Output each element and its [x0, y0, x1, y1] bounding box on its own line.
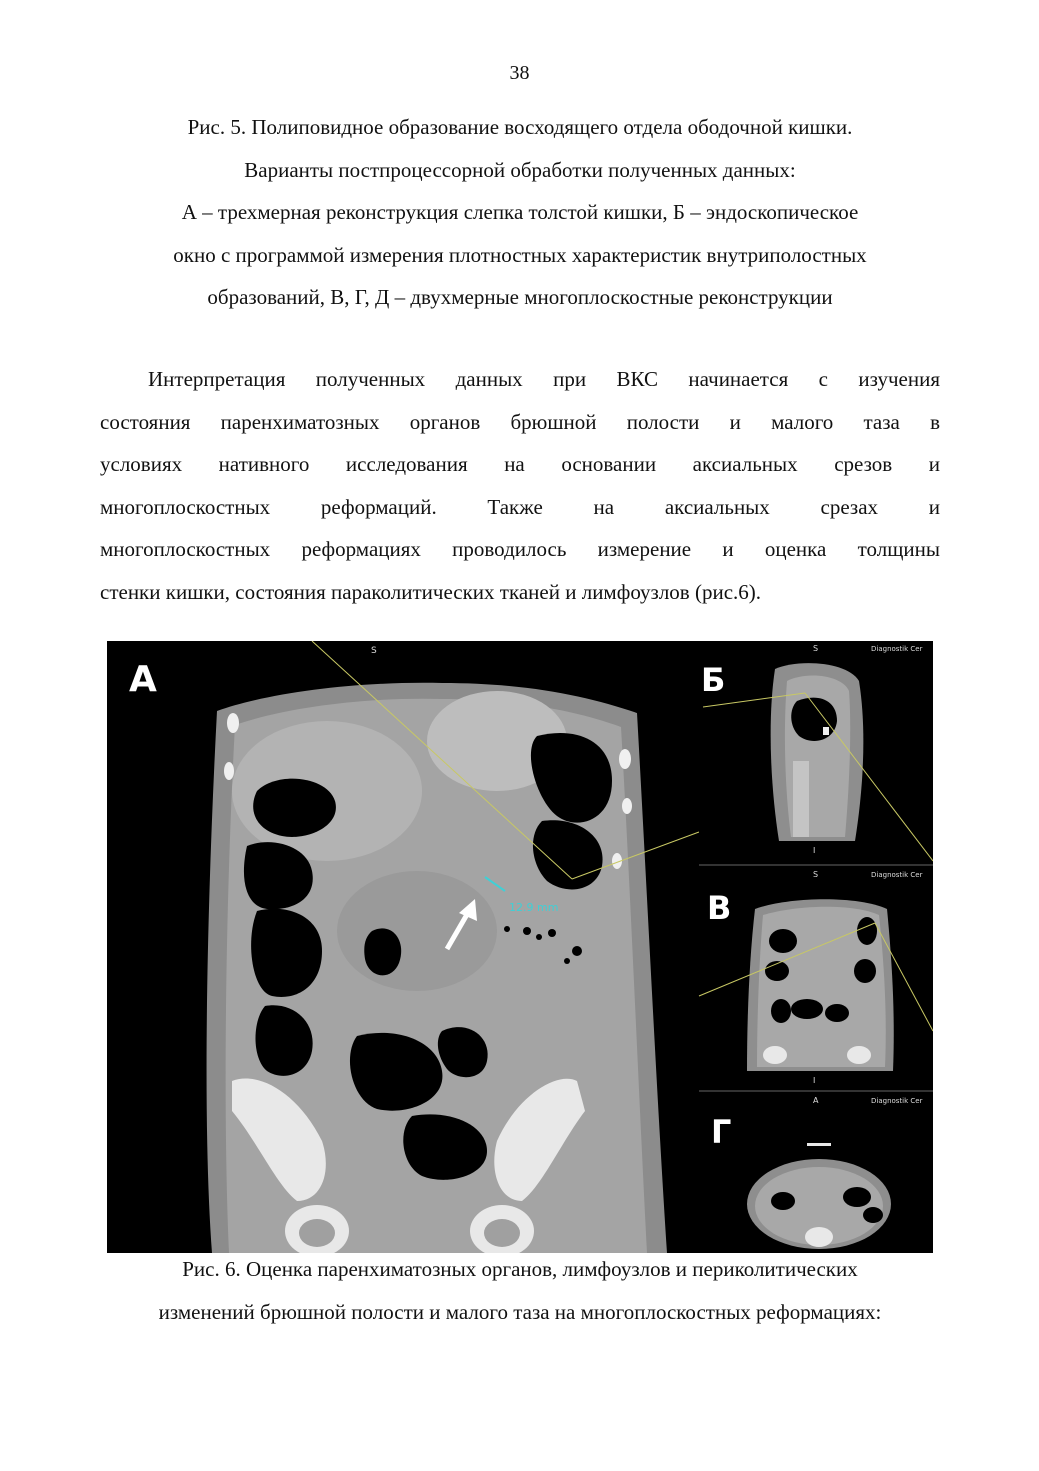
- paragraph-line: состояния паренхиматозных органов брюшной полости и малого таза в: [100, 409, 940, 434]
- paragraph-line: условиях нативного исследования на основании аксиальных срезов и: [100, 452, 940, 476]
- caption-line: образований, В, Г, Д – двухмерные многоплоскостные реконструкции: [207, 285, 833, 309]
- panel-c-orientation: S: [813, 870, 819, 879]
- caption-line: Варианты постпроцессорной обработки полученных данных:: [244, 157, 796, 182]
- caption-line: А – трехмерная реконструкция слепка толстой кишки, Б – эндоскопическое: [181, 200, 859, 224]
- panel-a-letter: А: [129, 659, 157, 700]
- measurement-label: 12.9 mm: [509, 901, 559, 914]
- panel-b-bottom-marker: I: [813, 846, 816, 855]
- panel-c-center: Diagnostik Cer: [871, 871, 923, 879]
- paragraph-line: стенки кишки, состояния параколитических тканей и лимфоузлов (рис.6).: [100, 579, 762, 604]
- paragraph-line: многоплоскостных реформациях проводилось измерение и оценка толщины: [100, 537, 940, 561]
- figure-5-caption: [100, 106, 940, 319]
- paragraph-line: многоплоскостных реформаций. Также на аксиальных срезах и: [100, 494, 940, 519]
- body-paragraph: [100, 358, 940, 613]
- panel-b-letter: Б: [701, 661, 726, 699]
- panel-a-orientation: S: [371, 646, 377, 656]
- caption-line: Рис. 5. Полиповидное образование восходящего отдела ободочной кишки.: [187, 115, 853, 139]
- page-number: 38: [509, 62, 530, 84]
- panel-b-orientation: S: [813, 644, 819, 653]
- panel-c-letter: В: [707, 889, 732, 927]
- panel-d-center: Diagnostik Cer: [871, 1097, 923, 1105]
- figure-6-ct-image: [107, 641, 933, 1253]
- caption-line: окно с программой измерения плотностных характеристик внутриполостных: [173, 242, 867, 267]
- paragraph-line: Интерпретация полученных данных при ВКС начинается с изучения: [148, 367, 940, 391]
- panel-d-orientation: A: [813, 1096, 819, 1105]
- panel-c-bottom-marker: I: [813, 1076, 816, 1085]
- panel-d-letter: Г: [711, 1113, 732, 1151]
- caption-line: Рис. 6. Оценка паренхиматозных органов, лимфоузлов и периколитических: [182, 1257, 858, 1281]
- caption-line: изменений брюшной полости и малого таза на многоплоскостных реформациях:: [158, 1299, 882, 1324]
- panel-b-center: Diagnostik Cer: [871, 645, 923, 653]
- figure-6-caption: [100, 1248, 940, 1333]
